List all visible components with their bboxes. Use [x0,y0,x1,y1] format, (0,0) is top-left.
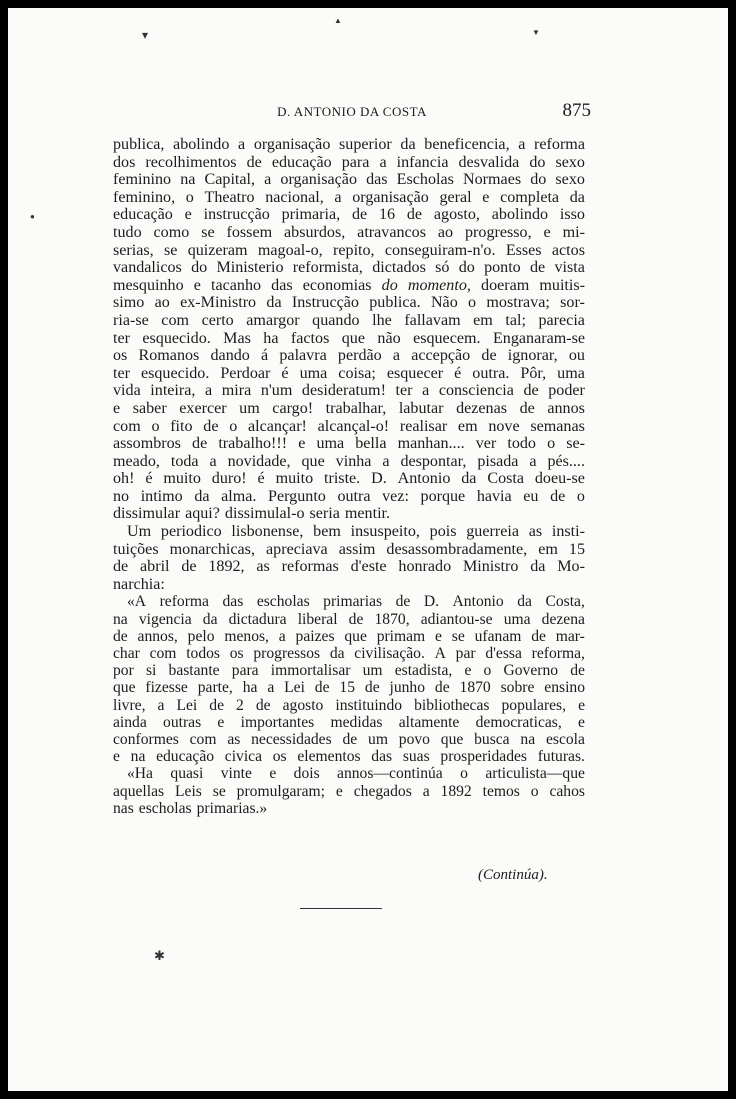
text-line: e saber exercer um cargo! trabalhar, labutar dezenas de annos [113,399,585,417]
quote-line: por si bastante para immortalisar um estadista, e o Governo de [113,662,585,680]
quote-line: e na educação civica os elementos das suas prosperidades futuras. [113,748,585,766]
text-line: publica, abolindo a organisação superior da beneficencia, a reforma [113,136,585,153]
continua-note: (Continúa). [478,867,548,883]
text-line: educação e instrucção primaria, de 16 de agosto, abolindo isso [113,206,585,224]
quote-line: ainda outras e importantes medidas altamente democraticas, e [113,713,585,731]
page-header [113,100,591,124]
closing-rule [300,908,382,909]
speck-mark: ▼ [532,28,540,37]
text-line: os Romanos dando á palavra perdão a accepção de ignorar, ou [113,347,585,365]
text-line: ria-se com certo amargor quando lhe fallavam em tal; parecia [113,311,585,329]
quote-line: «A reforma das escholas primarias de D. Antonio da Costa, [127,593,585,611]
speck-mark: ▾ [142,28,149,42]
text-line: mesquinho e tacanho das economias do momento, doeram muitis- [113,276,585,294]
quote-line: char com todos os progressos da civilisação. A par d'essa reforma, [113,645,585,663]
text-line: vandalicos do Ministerio reformista, dictados só do ponto de vista [113,259,585,277]
text-line: narchia: [113,575,165,593]
asterisk-mark: ✱ [154,948,165,963]
text-line: Um periodico lisbonense, bem insuspeito, pois guerreia as insti- [127,523,585,541]
quoted-passage [113,593,585,817]
quote-line: livre, a Lei de 2 de agosto instituindo bibliothecas populares, e [113,696,585,714]
speck-mark: ▲ [334,16,342,25]
quote-line: aquellas Leis se promulgaram; e chegados a 1892 temos o cahos [113,782,585,800]
quote-line: na vigencia da dictadura liberal de 1870, adiantou-se uma dezena [113,610,585,628]
text-line: meado, toda a novidade, que vinha a despontar, pisada a pés.... [113,452,585,470]
text-line: de abril de 1892, as reformas d'este honrado Ministro da Mo- [113,558,585,576]
page-number: 875 [562,100,591,121]
text-line: serias, se quizeram magoal-o, repito, conseguiram-n'o. Esses actos [113,241,585,259]
speck-mark: ● [30,212,35,221]
text-line: simo ao ex-Ministro da Instrucção publica. Não o mostrava; sor- [113,294,585,312]
text-line: ter esquecido. Mas ha factos que não esquecem. Enganaram-se [113,329,585,347]
text-line: oh! é muito duro! é muito triste. D. Antonio da Costa doeu-se [113,470,585,488]
body-text [113,136,585,817]
running-title: D. ANTONIO DA COSTA [277,104,427,119]
quote-line: de annos, pelo menos, a paizes que primam e se ufanam de mar- [113,627,585,645]
text-line: assombros de trabalho!!! e uma bella manhan.... ver todo o se- [113,435,585,453]
text-line: dissimular aqui? dissimulal-o seria mentir. [113,505,391,523]
book-page [8,8,728,1091]
quote-line: que fizesse parte, ha a Lei de 15 de junho de 1870 sobre ensino [113,679,585,697]
text-line: com o fito de o alcançar! alcançal-o! realisar em nove semanas [113,417,585,435]
text-line: dos recolhimentos de educação para a infancia desvalida do sexo [113,153,585,171]
text-line: ter esquecido. Perdoar é uma coisa; esquecer é outra. Pôr, uma [113,364,585,382]
text-line: tuições monarchicas, apreciava assim desassombradamente, em 15 [113,540,585,558]
text-line: tudo como se fossem absurdos, atravancos ao progresso, e mi- [113,223,585,241]
quote-line: «Ha quasi vinte e dois annos—continúa o articulista—que [127,765,585,783]
text-line: vida inteira, a mira n'um desideratum! ter a consciencia de poder [113,382,585,400]
quote-line: nas escholas primarias.» [113,799,268,817]
text-line: feminino na Capital, a organisação das Escholas Normaes do sexo [113,171,585,189]
quote-line: conformes com as necessidades de um povo que busca na escola [113,731,585,749]
text-line: feminino, o Theatro nacional, a organisação geral e completa da [113,188,585,206]
text-line: no intimo da alma. Pergunto outra vez: porque havia eu de o [113,487,585,505]
